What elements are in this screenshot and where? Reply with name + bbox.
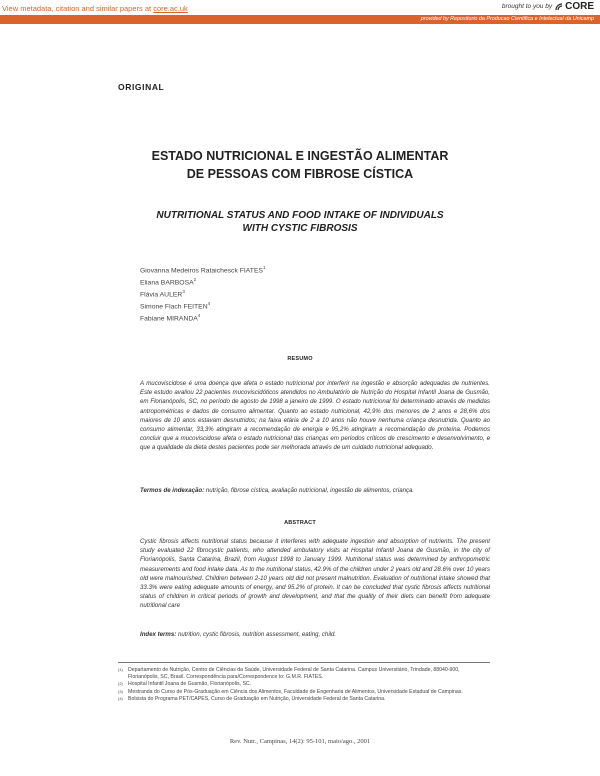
resumo-text: A mucoviscidose é uma doença que afeta o estado nutricional por interferir na ingestão e absorção adequadas de nutrientes. Este estudo avaliou 22 pacientes mucoviscidóticos atendidos no Ambulatório de Nutrição do Hospital Infantil Joana de Gusmão, em Florianópolis, SC, no período de agosto de 1998 a janeiro de 1999. O estado nutricional foi determinado através de medidas antropométricas e dados de consumo alimentar. Quanto ao estado nutricional, 42,9% dos menores de 2 anos e 28,6% dos maiores de 10 anos estavam desnutridos; na faixa etária de 2 a 10 anos não houve nenhuma criança desnutrida. Quanto ao consumo alimentar, 33,3% atingiram a recomendação de energia e 95,2% atingiram a recomendação de proteína. Podemos concluir que a mucoviscidose afeta o estado nutricional das crianças em períodos críticos de crescimento e desenvolvimento, e que a qualidade da dieta destes pacientes pode ser melhorada através de um cuidado nutricional adequado. [140,380,490,452]
core-brand: CORE [565,1,594,12]
author-1: Giovanna Medeiros Rataichesck FIATES$^1$ [140,265,266,275]
section-label: ORIGINAL [118,82,165,92]
footnote-1: (1) Departamento de Nutrição, Centro de Ciências da Saúde, Universidade Federal de Santa Catarina. Campus Universitário, Trindade, 88040-900, Florianópolis, SC, Brasil. Correspondência para/Correspondence to: G.M.R. FIATES. [118,667,460,681]
view-metadata-text: View metadata, citation and similar papers at [2,4,154,13]
abstract-keywords-text: nutrition, cystic fibrosis, nutrition assessment, eating, child. [176,631,337,638]
title-pt-line-1: ESTADO NUTRICIONAL E INGESTÃO ALIMENTAR [151,149,449,163]
abstract-keywords-label: Index terms: [140,631,177,638]
author-4: Simone Flach FEITEN$^4$ [140,301,211,311]
title-en-line-1: NUTRITIONAL STATUS AND FOOD INTAKE OF INDIVIDUALS [156,210,444,221]
abstract-heading: ABSTRACT [284,520,316,526]
title-pt-line-2: DE PESSOAS COM FIBROSE CÍSTICA [186,167,414,181]
author-3: Flávia AULER$^3$ [140,289,185,299]
resumo-keywords [140,486,490,495]
brought-by-text: brought to you by [501,3,553,10]
author-5: Fabiane MIRANDA$^4$ [140,313,201,323]
title-en-line-2: WITH CYSTIC FIBROSIS [242,223,358,234]
journal-footer: Rev. Nutr., Campinas, 14(2): 95-101, maio/ago., 2001 [229,738,371,745]
view-metadata-link[interactable] [2,4,188,13]
brought-by [502,1,594,12]
abstract-keywords [140,630,490,639]
provided-by-bar [0,15,600,24]
core-logo[interactable] [555,1,594,12]
core-ac-uk-link[interactable]: core.ac.uk [153,4,188,13]
resumo-heading: RESUMO [287,356,313,362]
resumo-keywords-text: nutrição, fibrose cística, avaliação nutricional, ingestão de alimentos, criança. [204,487,415,494]
abstract-text: Cystic fibrosis affects nutritional status because it interferes with adequate ingestion and absorption of nutrients. The present study evaluated 22 fibrocystic patients, who attended ambulatory visits at Hospital Infantil Joana de Gusmão, in the city of Florianópolis, Santa Catarina, Brazil, from August 1998 to January 1999. Nutritional status was determined by anthropometric measurements and food intake data. As to the nutritional status, 42.9% of the children under 2 years old and 28.6% over 10 years old were malnourished. Children between 2-10 years old did not present malnutrition. Evaluation of nutritional intake showed that 33.3% were eating adequate amounts of energy, and 95.2% of protein. It can be concluded that cystic fibrosis affects nutritional status of children in critical periods of growth and development, and that the quality of their diets can benefit from adequate nutritional care [140,538,490,610]
provided-by-text: provided by Repositorio da Producao Cientifica e Intelectual da Unicamp [420,16,594,22]
core-icon [555,2,564,11]
footnote-2: (2) Hospital Infantil Joana de Gusmão, Florianópolis, SC. [118,681,252,688]
author-2: Eliana BARBOSA$^2$ [140,277,197,287]
footnote-4: (4) Bolsista do Programa PET/CAPES, Curso de Graduação em Nutrição, Universidade Federal de Santa Catarina. [118,695,386,702]
footnote-3: (3) Mestranda do Curso de Pós-Graduação em Ciência dos Alimentos, Faculdade de Engenharia de Alimentos, Universidade Estadual de Campinas. [118,688,463,695]
footnotes [118,662,490,703]
resumo-keywords-label: Termos de indexação: [140,487,205,494]
